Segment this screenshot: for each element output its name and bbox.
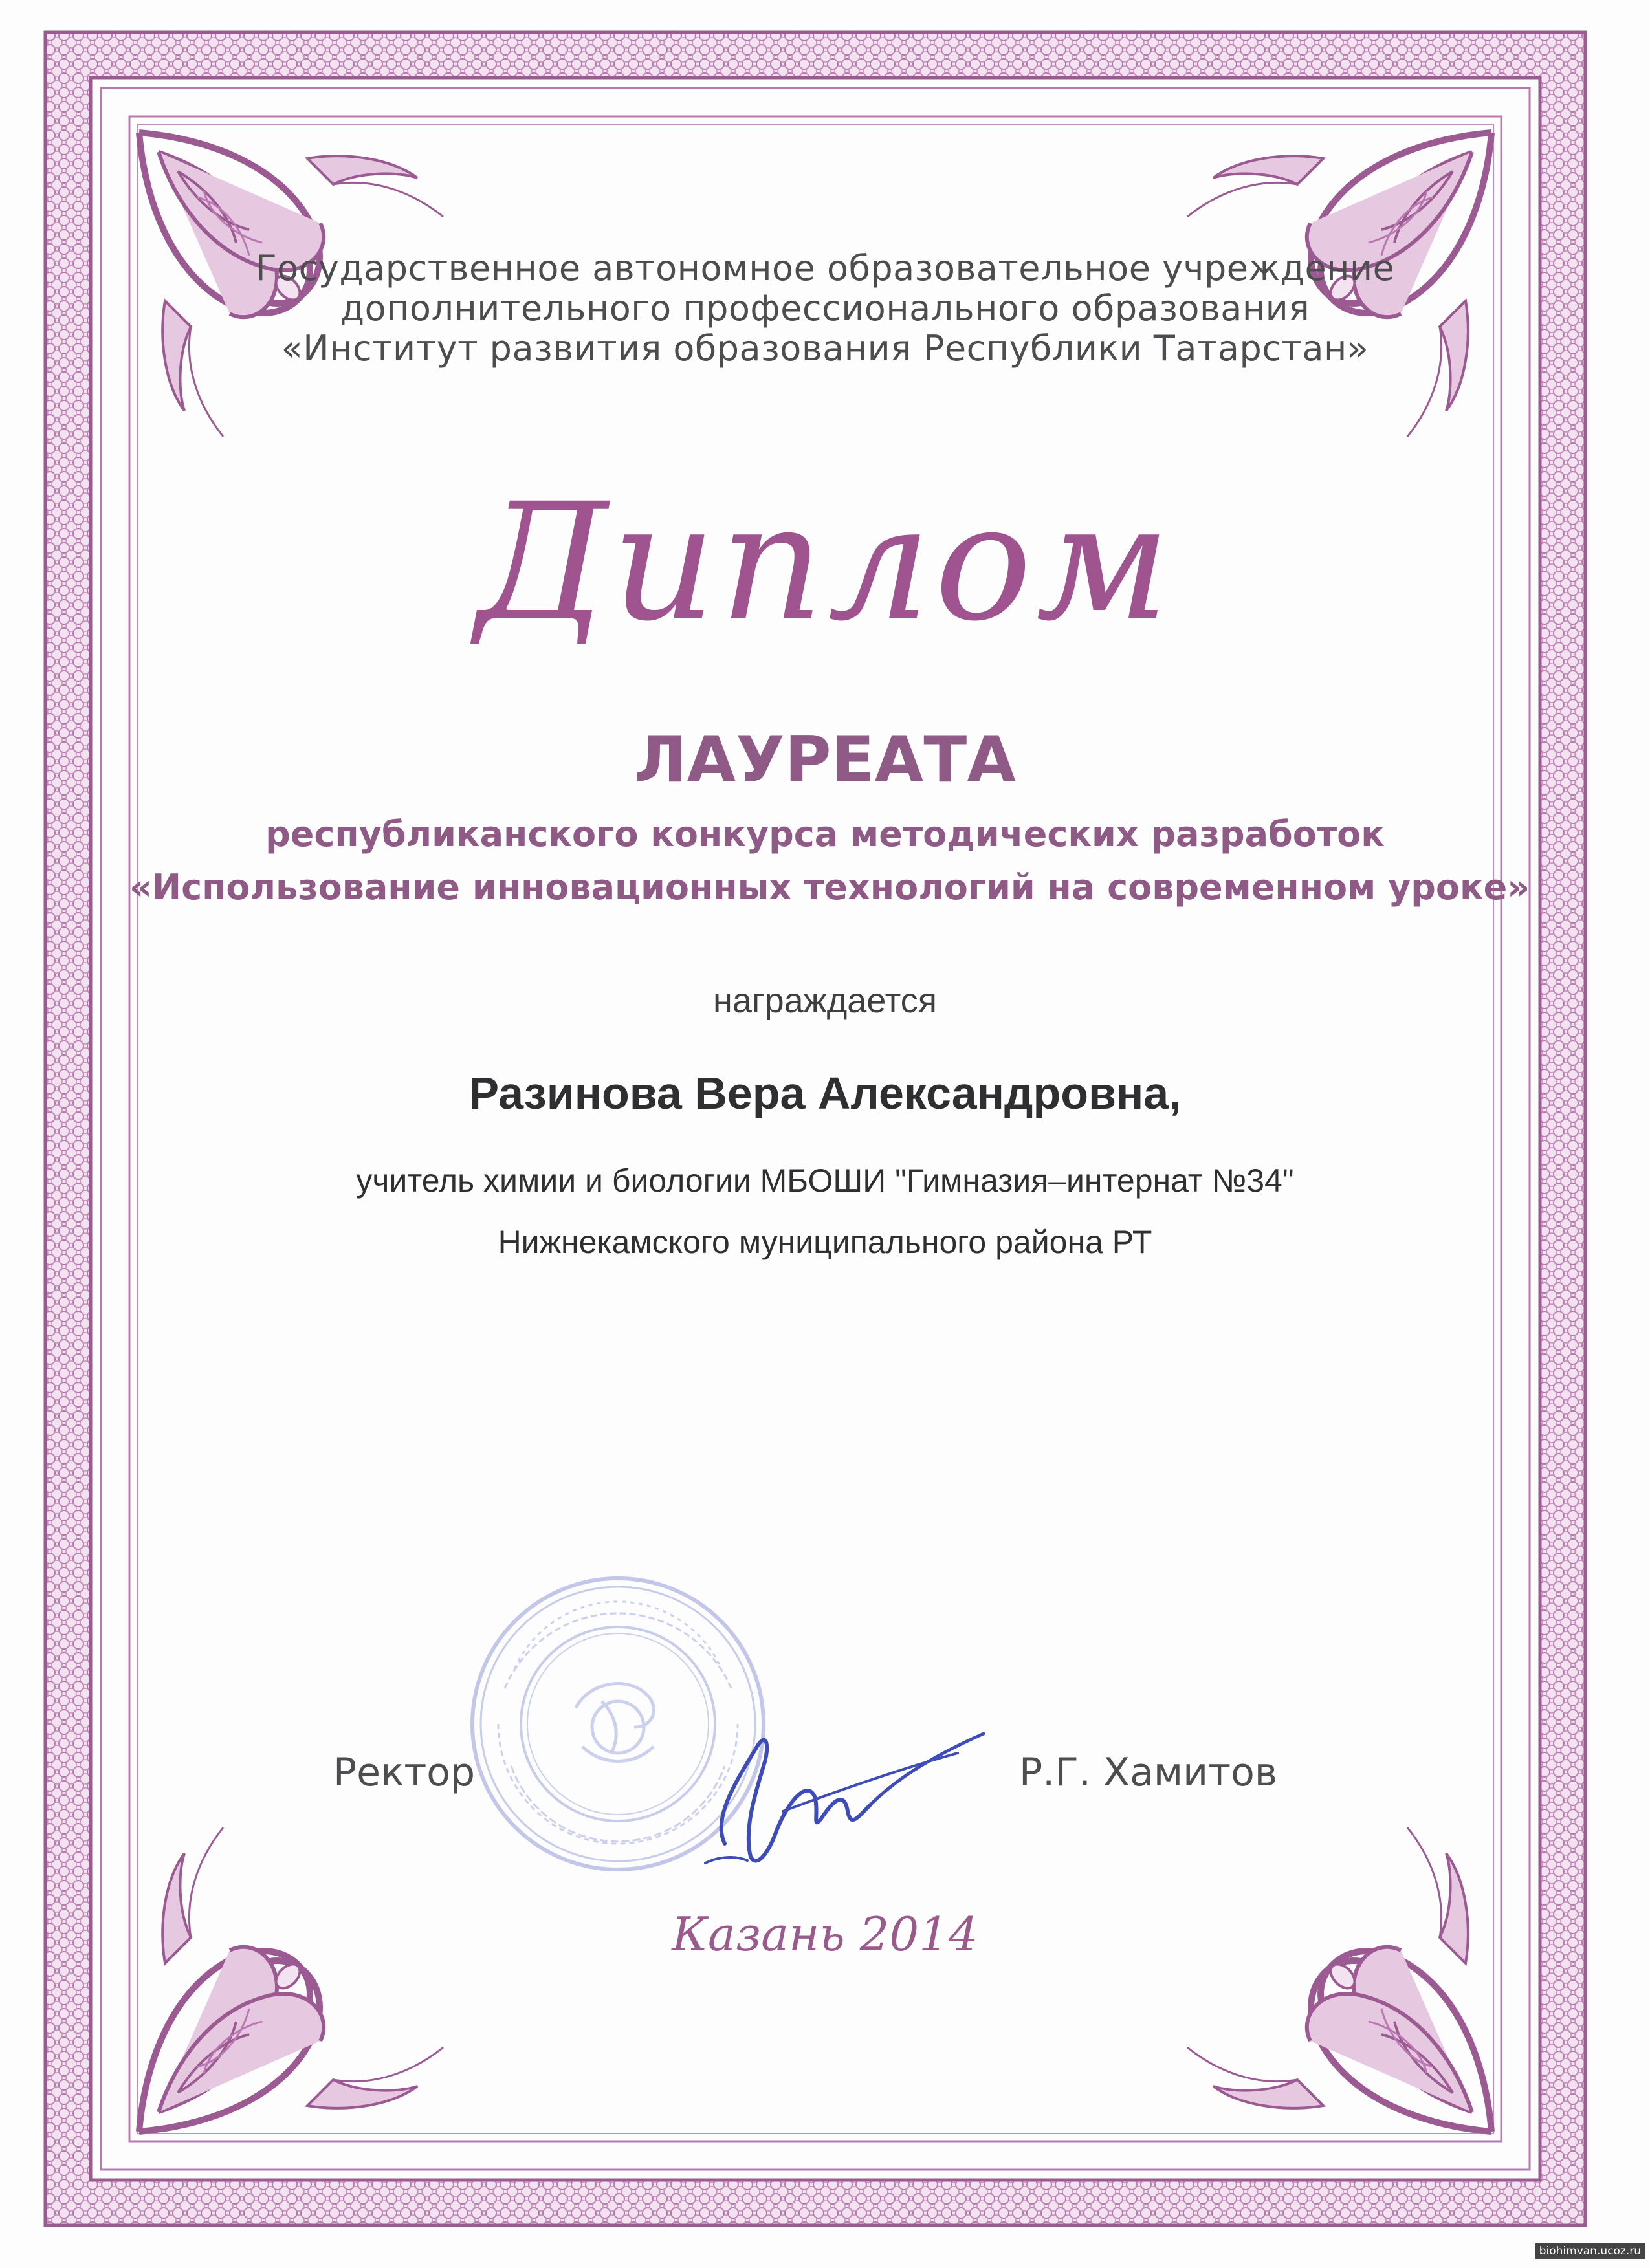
rector-signature [686,1708,996,1876]
signatory-title: Ректор [333,1750,476,1795]
institution-line-3: «Институт развития образования Республики Татарстан» [281,328,1369,369]
contest-line-1: республиканского конкурса методических разработок [265,814,1385,855]
recipient-district: Нижнекамского муниципального района РТ [498,1224,1152,1260]
laureate-heading: ЛАУРЕАТА [633,723,1017,797]
recipient-name: Разинова Вера Александровна, [468,1068,1182,1118]
institution-line-1: Государственное автономное образовательное учреждение [255,248,1395,289]
contest-line-2: «Использование инновационных технологий на современном уроке» [129,867,1530,908]
city-year: Казань 2014 [672,1907,978,1961]
institution-line-2: дополнительного профессионального образования [340,288,1310,329]
signatory-name: Р.Г. Хамитов [1019,1750,1278,1795]
diploma-title: Диплом [476,468,1174,657]
recipient-position: учитель химии и биологии МБОШИ "Гимназия–интернат №34" [356,1162,1294,1199]
awarded-text: награждается [713,981,937,1020]
site-watermark: biohimvan.ucoz.ru [1535,2243,1645,2259]
